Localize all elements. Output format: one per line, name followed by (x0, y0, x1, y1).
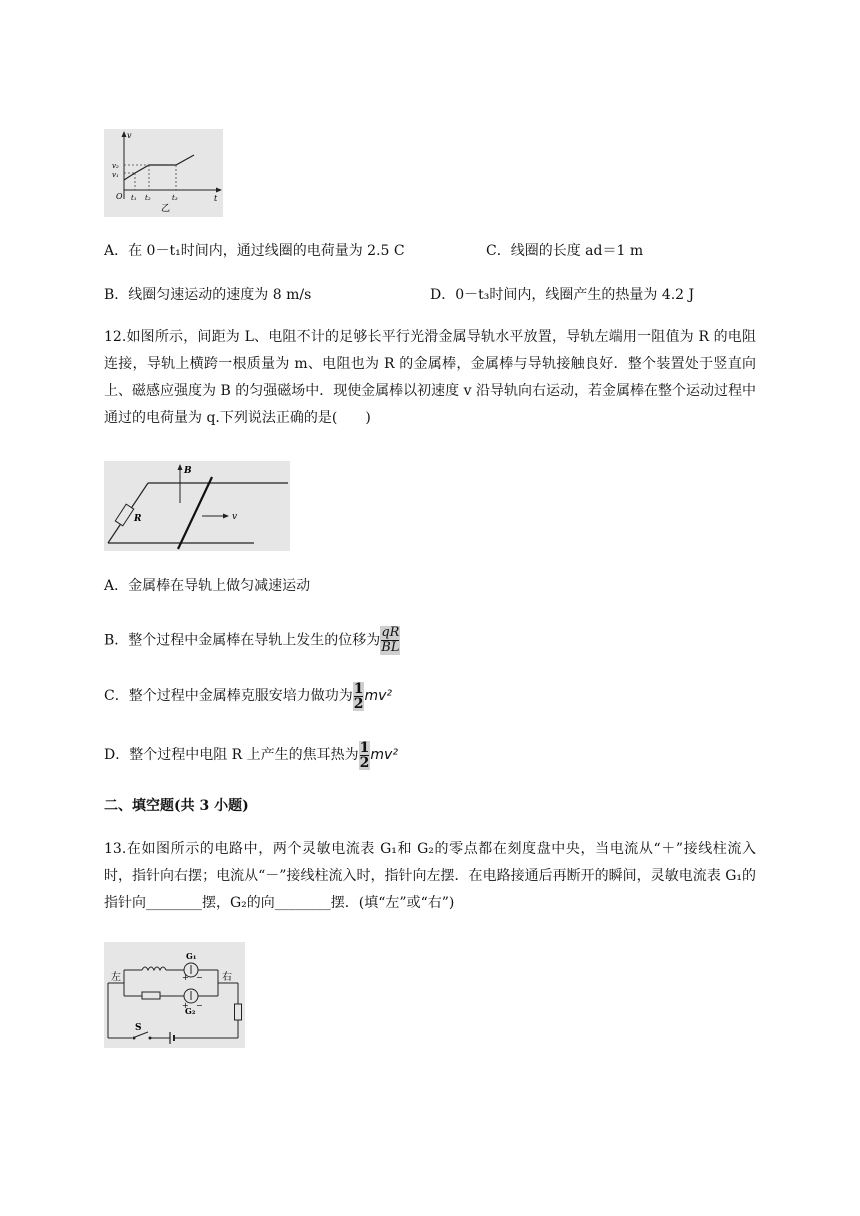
v1-label: v₁ (112, 171, 119, 179)
fraction-denominator: 2 (353, 695, 364, 712)
v-label: v (232, 512, 238, 522)
fraction-qr-bl (380, 626, 400, 655)
right-label: 右 (222, 972, 232, 983)
switch-label: S (135, 1023, 142, 1033)
g1-minus: − (196, 973, 203, 982)
rail-figure (104, 461, 290, 551)
t3-label: t₃ (172, 194, 178, 202)
circuit-figure-svg (104, 942, 245, 1048)
q12-option-b (104, 626, 400, 655)
q12-option-c (104, 679, 392, 713)
q12-stem: 12.如图所示，间距为 L、电阻不计的足够长平行光滑金属导轨水平放置，导轨左端用一阻值为 R 的电阻连接，导轨上横跨一根质量为 m、电阻也为 R 的金属棒，金属棒与导轨接触良好．整个装置处于竖直向上、磁感应强度为 B 的匀强磁场中．现使金属棒以初速度 v 沿导轨向右运动，若金属棒在整个运动过程中通过的电荷量为 q.下列说法正确的是( ) (104, 329, 756, 426)
q12-option-d-text: D．整个过程中电阻 R 上产生的焦耳热为 (104, 747, 359, 763)
v2-label: v₂ (112, 162, 119, 170)
q12-option-c-text: C．整个过程中金属棒克服安培力做功为 (104, 688, 353, 704)
t1-label: t₁ (131, 194, 137, 202)
axis-t-label: t (214, 194, 218, 203)
circuit-figure (104, 942, 245, 1048)
b-label: B (184, 466, 192, 476)
left-label: 左 (111, 972, 121, 983)
fraction-denominator: 2 (359, 754, 370, 771)
fraction-one-half (353, 682, 365, 711)
t2-label: t₂ (145, 194, 151, 202)
q11-option-a: A．在 0－t₁时间内，通过线圈的电荷量为 2.5 C (104, 243, 405, 259)
section-heading: 二、填空题(共 3 小题) (104, 798, 249, 814)
q11-option-b: B．线圈匀速运动的速度为 8 m/s (104, 287, 312, 303)
fraction-numerator: qR (381, 625, 400, 640)
q12-option-d-suffix: mv² (370, 747, 398, 763)
axis-v-label: v (127, 131, 132, 140)
fraction-one-half (359, 741, 371, 770)
g2-label: G₂ (185, 1006, 196, 1016)
g2-plus: + (182, 1001, 189, 1010)
g2-minus: − (196, 1001, 203, 1010)
q12-option-c-suffix: mv² (364, 688, 393, 704)
fraction-numerator: 1 (353, 680, 364, 697)
origin-label: O (116, 192, 123, 201)
q11-option-d: D．0－t₃时间内，线圈产生的热量为 4.2 J (430, 287, 695, 303)
q12-option-b-text: B．整个过程中金属棒在导轨上发生的位移为 (104, 632, 381, 649)
q11-option-c: C．线圈的长度 ad＝1 m (486, 243, 644, 259)
g1-label: G₁ (186, 951, 197, 961)
q13-stem: 13.在如图所示的电路中，两个灵敏电流表 G₁和 G₂的零点都在刻度盘中央，当电流从“＋”接线柱流入时，指针向右摆；电流从“－”接线柱流入时，指针向左摆．在电路接通后再断开的瞬间，灵敏电流表 G₁的指针向________摆，G₂的向________摆．(填“左”或“右”) (104, 841, 756, 911)
fraction-numerator: 1 (359, 739, 370, 756)
r-label: R (134, 514, 142, 524)
rail-figure-svg (104, 461, 290, 551)
fraction-denominator: BL (381, 640, 400, 655)
q12-option-a: A．金属棒在导轨上做匀减速运动 (104, 578, 311, 594)
figure-caption: 乙 (161, 204, 171, 214)
q12-option-d (104, 738, 398, 772)
g1-plus: + (182, 973, 189, 982)
vt-graph-figure (104, 129, 223, 217)
vt-graph-svg (104, 129, 223, 217)
